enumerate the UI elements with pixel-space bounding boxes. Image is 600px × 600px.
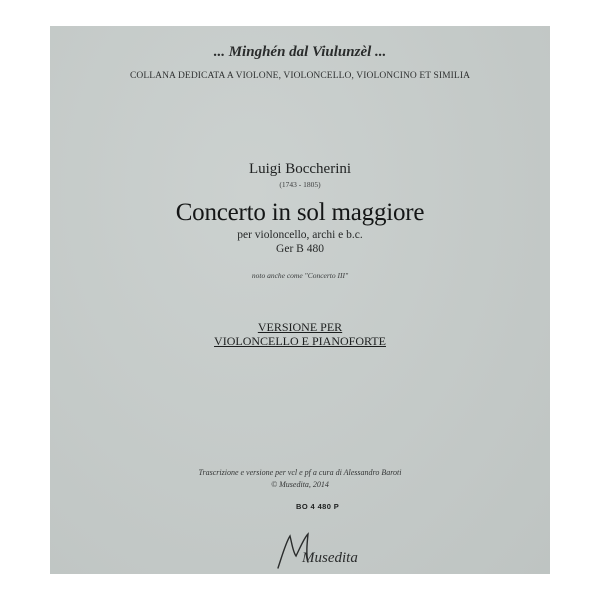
series-title: ... Minghén dal Viulunzèl ... — [213, 44, 387, 60]
credit-line-1: Trascrizione e versione per vcl e pf a cura di Alessandro Baroti — [198, 468, 402, 477]
alternate-title: noto anche come "Concerto III" — [251, 271, 349, 280]
credits — [50, 467, 550, 491]
catalog-code: BO 4 480 P — [296, 502, 340, 511]
composer-name: Luigi Boccherini — [248, 161, 352, 177]
work-title: Concerto in sol maggiore — [175, 199, 425, 226]
instrumentation: per violoncello, archi e b.c. — [237, 229, 363, 241]
catalog-number: Ger B 480 — [276, 243, 324, 255]
score-cover — [50, 26, 550, 574]
version-line-2: VIOLONCELLO E PIANOFORTE — [214, 334, 386, 348]
composer-dates: (1743 - 1805) — [279, 180, 321, 189]
version-line-1: VERSIONE PER — [257, 320, 343, 334]
version-heading — [50, 320, 550, 348]
publisher-logo — [272, 526, 364, 572]
logo-wordmark: Musedita — [302, 550, 358, 566]
credit-line-2: © Musedita, 2014 — [271, 480, 329, 489]
series-subtitle: COLLANA DEDICATA A VIOLONE, VIOLONCELLO, VIOLONCINO ET SIMILIA — [129, 71, 471, 81]
